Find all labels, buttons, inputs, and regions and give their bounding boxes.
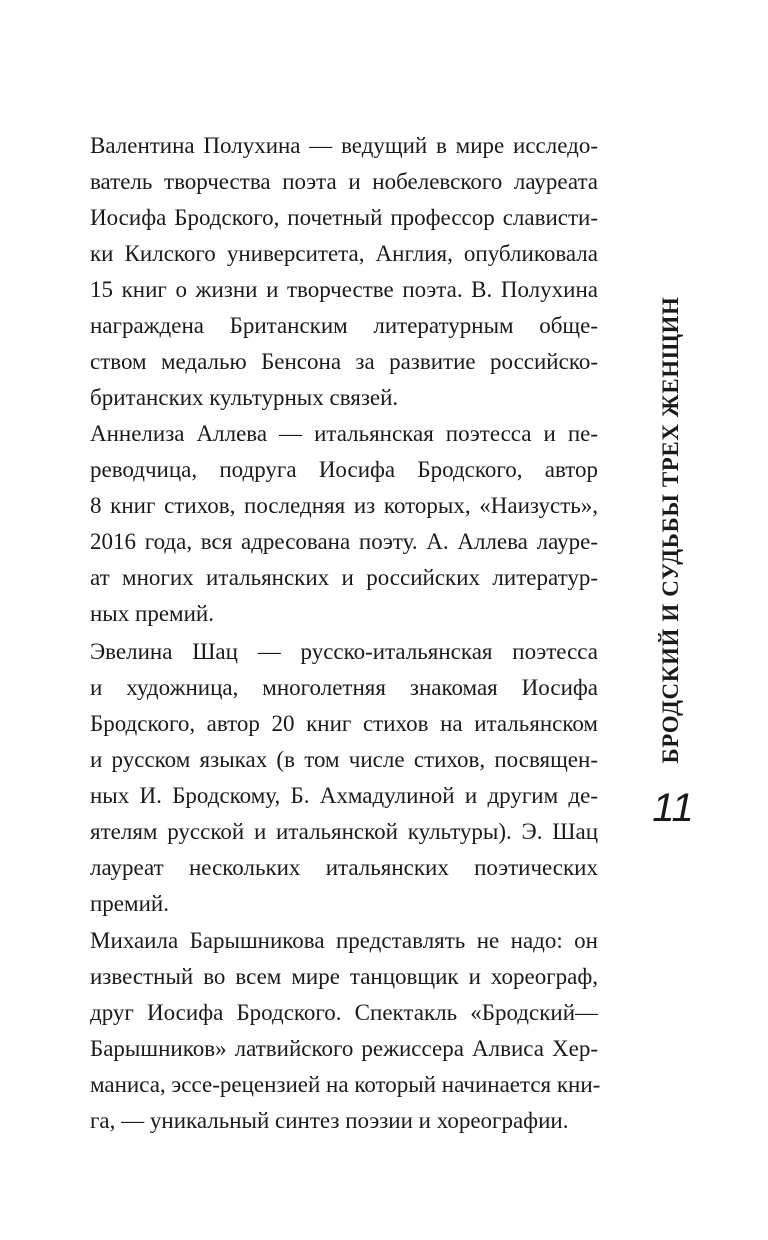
- text-line: Иосифа Бродского, почетный профессор слависти-: [90, 205, 598, 230]
- text-line: Михаила Барышникова представлять не надо: он: [90, 928, 598, 953]
- text-line: Валентина Полухина — ведущий в мире исследо-: [90, 133, 598, 158]
- text-line: ных премий.: [90, 601, 214, 626]
- text-line: Эвелина Шац — русско-итальянская поэтесса: [90, 639, 598, 664]
- text-line: 15 книг о жизни и творчестве поэта. В. Полухина: [90, 277, 598, 302]
- text-line: британских культурных связей.: [90, 385, 399, 410]
- text-line: Барышников» латвийского режиссера Алвиса Хер-: [90, 1036, 598, 1061]
- text-line: премий.: [90, 891, 169, 916]
- text-line: ством медалью Бенсона за развитие российско-: [90, 349, 598, 374]
- text-line: га, — уникальный синтез поэзии и хореографии.: [90, 1108, 569, 1133]
- running-head: [641, 296, 701, 764]
- page-number: 11: [652, 786, 694, 830]
- running-head-title: БРОДСКИЙ И СУДЬБЫ ТРЕХ ЖЕНЩИН: [658, 296, 683, 764]
- text-line: и художница, многолетняя знакомая Иосифа: [90, 675, 598, 700]
- text-line: ки Килского университета, Англия, опубликовала: [90, 241, 598, 266]
- text-line: 8 книг стихов, последняя из которых, «Наизусть»,: [90, 493, 598, 518]
- text-line: Аннелиза Аллева — итальянская поэтесса и пе-: [90, 421, 598, 446]
- text-line: маниса, эссе-рецензией на который начинается кни-: [90, 1072, 601, 1097]
- paragraph-baryshnikov: [90, 923, 601, 1139]
- text-line: и русском языках (в том числе стихов, посвящен-: [90, 747, 598, 772]
- text-line: 2016 года, вся адресована поэту. А. Аллева лауре-: [90, 529, 598, 554]
- text-line: ат многих итальянских и российских литератур-: [90, 565, 598, 590]
- text-line: ятелям русской и итальянской культуры). Э. Шац: [90, 819, 598, 844]
- paragraph-polukhina: [90, 128, 598, 416]
- text-line: ных И. Бродскому, Б. Ахмадулиной и другим де-: [90, 783, 598, 808]
- text-line: реводчица, подруга Иосифа Бродского, автор: [90, 457, 598, 482]
- paragraph-alleva: [90, 416, 598, 632]
- text-line: друг Иосифа Бродского. Спектакль «Бродский—: [90, 1000, 598, 1025]
- text-line: известный во всем мире танцовщик и хореограф,: [90, 964, 598, 989]
- text-line: ватель творчества поэта и нобелевского лауреата: [90, 169, 598, 194]
- text-line: награждена Британским литературным обще-: [90, 313, 598, 338]
- text-line: лауреат нескольких итальянских поэтических: [90, 855, 598, 880]
- paragraph-shatz: [90, 634, 598, 922]
- text-line: Бродского, автор 20 книг стихов на итальянском: [90, 711, 598, 736]
